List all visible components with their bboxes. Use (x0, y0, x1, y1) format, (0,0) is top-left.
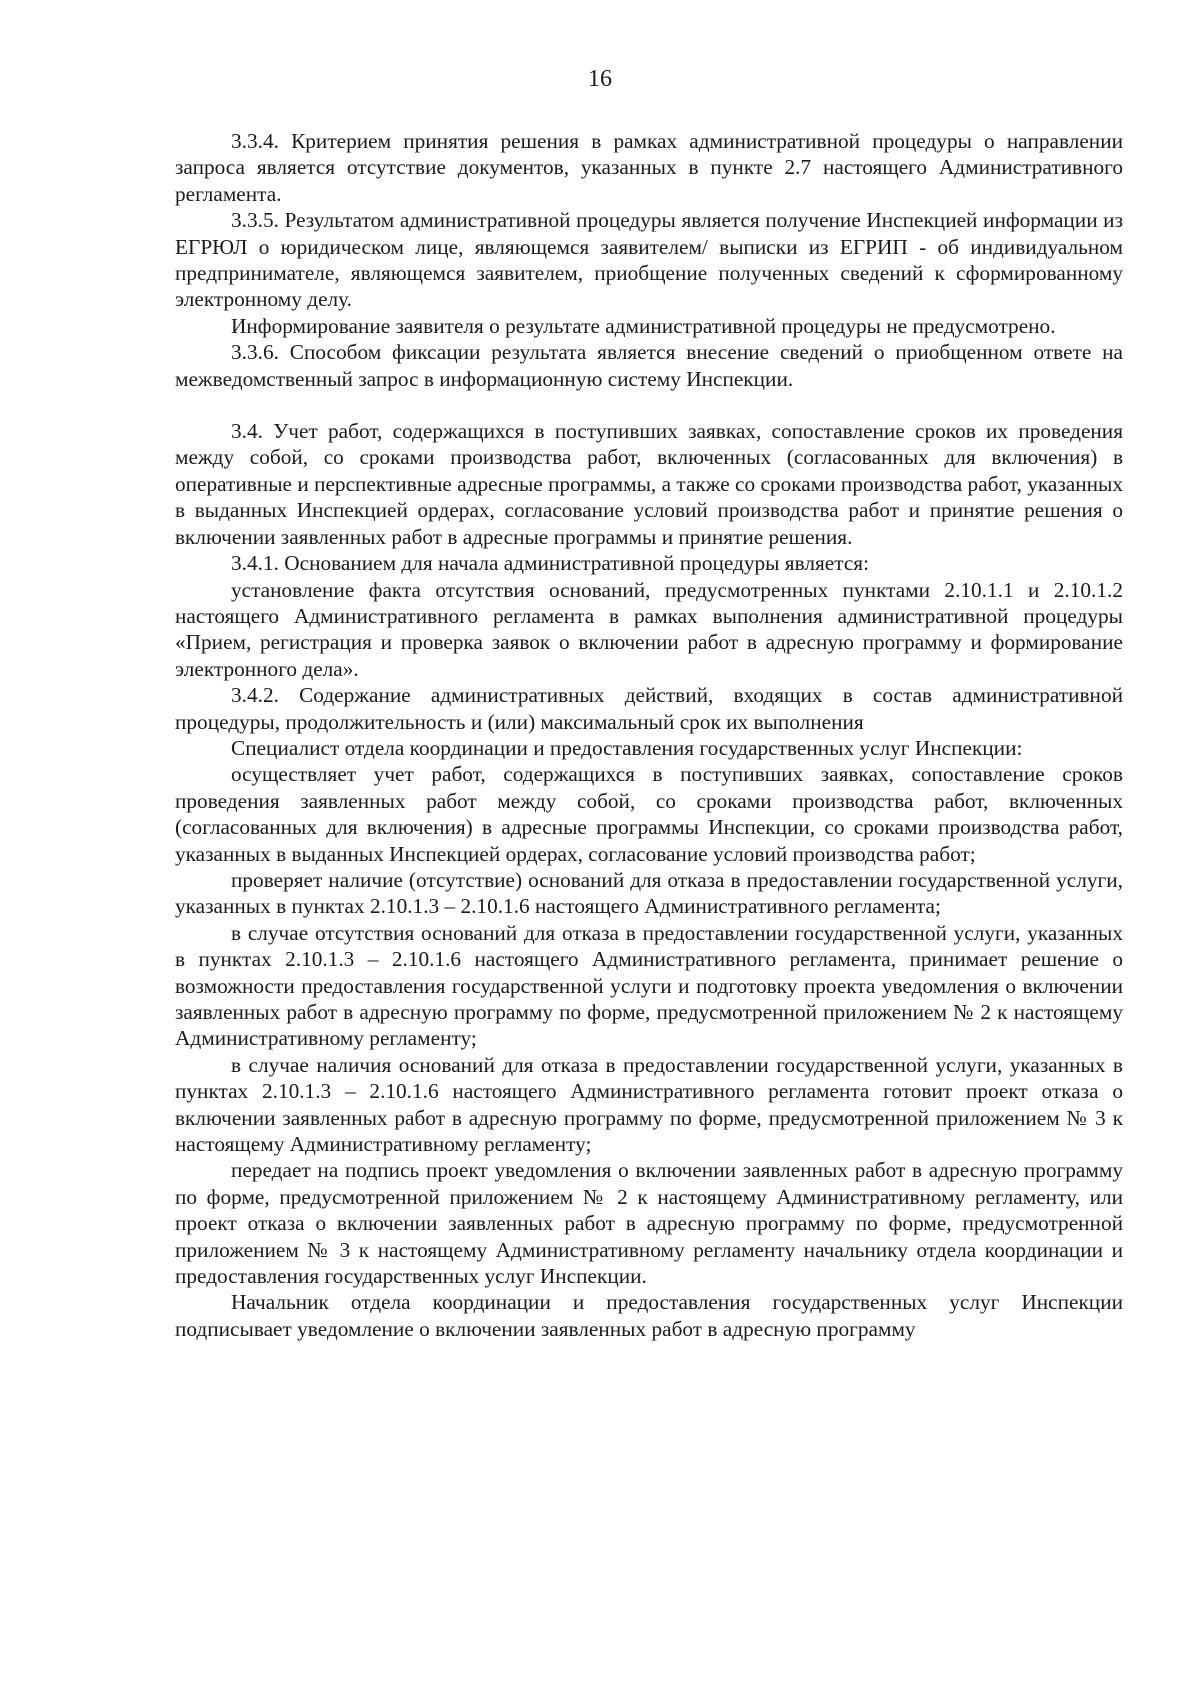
paragraph-3-3-6: 3.3.6. Способом фиксации результата является внесение сведений о приобщенном ответе на межведомственный запрос в информационную систему Инспекции. (175, 340, 1123, 391)
paragraph-accounting: осуществляет учет работ, содержащихся в поступивших заявках, сопоставление сроков проведения заявленных работ между собой, со сроками производства работ, включенных (согласованных для включения) в адресные программы Инспекции, со сроками производства работ, указанных в выданных Инспекцией ордерах, согласование условий производства работ; (175, 762, 1123, 866)
paragraph-checks: проверяет наличие (отсутствие) оснований для отказа в предоставлении государственной услуги, указанных в пунктах 2.10.1.3 – 2.10.1.6 настоящего Административного регламента; (175, 867, 1123, 919)
paragraph-3-4-1: 3.4.1. Основанием для начала административной процедуры является: (231, 551, 869, 576)
paragraph-informing: Информирование заявителя о результате административной процедуры не предусмотрено. (231, 313, 1056, 338)
paragraph-submits: передает на подпись проект уведомления о включении заявленных работ в адресную программу по форме, предусмотренной приложением № 2 к настоящему Административному регламенту, или проект отказа о включении заявленных работ в адресную программу по форме, предусмотренной приложением № 3 к настоящему Административному регламенту начальнику отдела координации и предоставления государственных услуг Инспекции. (175, 1158, 1123, 1289)
paragraph-3-4-2: 3.4.2. Содержание административных действий, входящих в состав административной процедуры, продолжительность и (или) максимальный срок их выполнения (175, 683, 1123, 734)
paragraph-no-grounds: в случае отсутствия оснований для отказа в предоставлении государственной услуги, указанных в пунктах 2.10.1.3 – 2.10.1.6 настоящего Административного регламента, принимает решение о возможности предоставления государственной услуги и подготовку проекта уведомления о включении заявленных работ в адресную программу по форме, предусмотренной приложением № 2 к настоящему Административному регламенту; (175, 920, 1123, 1051)
paragraph-3-4: 3.4. Учет работ, содержащихся в поступивших заявках, сопоставление сроков их проведения между собой, со сроками производства работ, включенных (согласованных для включения) в оперативные и перспективные адресные программы, а также со сроками производства работ, указанных в выданных Инспекцией ордерах, согласование условий производства работ и принятие решения о включении заявленных работ в адресные программы и принятие решения. (175, 419, 1123, 549)
paragraph-3-3-4: 3.3.4. Критерием принятия решения в рамках административной процедуры о направлении запроса является отсутствие документов, указанных в пункте 2.7 настоящего Административного регламента. (175, 129, 1123, 206)
paragraph-3-3-5: 3.3.5. Результатом административной процедуры является получение Инспекцией информации из ЕГРЮЛ о юридическом лице, являющемся заявителем/ выписки из ЕГРИП - об индивидуальном предпринимателе, являющемся заявителем, приобщение полученных сведений к сформированному электронному делу. (175, 208, 1123, 312)
page-number: 16 (588, 66, 612, 92)
paragraph-head-signs: Начальник отдела координации и предоставления государственных услуг Инспекции подписывает уведомление о включении заявленных работ в адресную программу (175, 1290, 1123, 1341)
paragraph-grounds: в случае наличия оснований для отказа в предоставлении государственной услуги, указанных в пунктах 2.10.1.3 – 2.10.1.6 настоящего Административного регламента готовит проект отказа о включении заявленных работ в адресную программу по форме, предусмотренной приложением № 3 к настоящему Административному регламенту; (175, 1052, 1123, 1157)
paragraph-basis: установление факта отсутствия оснований, предусмотренных пунктами 2.10.1.1 и 2.10.1.2 настоящего Административного регламента в рамках выполнения административной процедуры «Прием, регистрация и проверка заявок о включении работ в адресную программу и формирование электронного дела». (175, 577, 1123, 681)
document-body (175, 128, 1123, 1342)
paragraph-specialist: Специалист отдела координации и предоставления государственных услуг Инспекции: (231, 735, 1023, 760)
